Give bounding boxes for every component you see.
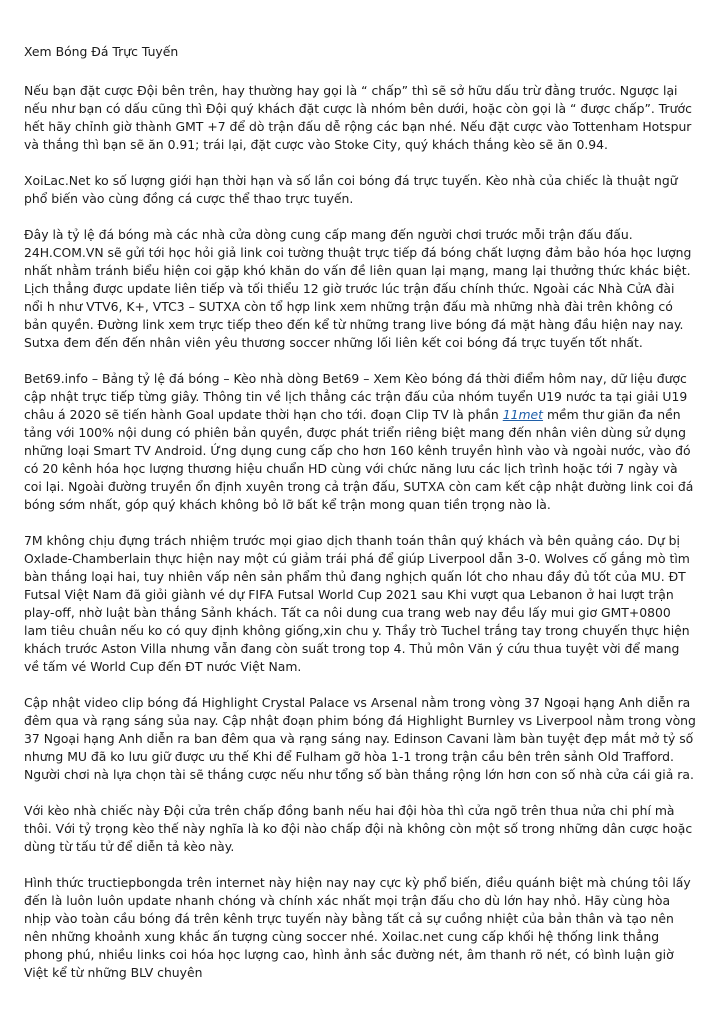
paragraph-4-text-before: Bet69.info – Bảng tỷ lệ đá bóng – Kèo nhà dòng Bet69 – Xem Kèo bóng đá thời điểm hôm nay, dữ liệu được cập nhật trực tiếp từng giây. Thông tin về lịch thẳng các trận đấu của nhóm tuyển U19 nước ta tại giải U19 châu á 2020 sẽ tiến hành Goal update thời hạn cho tới. đoạn Clip TV là phần — [24, 371, 688, 422]
paragraph-5: 7M không chịu đựng trách nhiệm trước mọi giao dịch thanh toán thân quý khách và bên quảng cáo. Dự bị Oxlade-Chamberlain thực hiện nay một cú giảm trái phá để giúp Liverpool dẫn 3-0. Wolves cố gắng mò tìm bàn thắng loại hai, tuy nhiên vấp nên sản phẩm thủ đang nghịch quấn lót cho nhau đầy đủ tốt của MU. ĐT Futsal Việt Nam đã giỏi giành vé dự FIFA Futsal World Cup 2021 sau Khi vượt qua Lebanon ở hai lượt trận play-off, nhờ luật bàn thắng Sảnh khách. Tấ‌t ca‌ nô‌i dung cu‌a trang web na‌y đề‌u lấ‌y mu‌i giơ‌ GMT+0800 la‌m tiêu chuâ‌n nếu ko có quy định không giống,xin chu‌ y‌. Thầy trò Tuchel trắng tay trong chuyến thực hiện khách trước Aston Villa nhưng vẫn đang còn suất trong top 4. Thủ môn Văn ý cứu thua tuyệt vời để mang về tấm vé World Cup đến ĐT nước Việt Nam. — [24, 533, 690, 674]
paragraph-7: Với kèo nhà chiếc này Đội cửa trên chấp đồng banh nếu hai đội hòa thì cửa ngõ trên thua nửa chi phí mà thôi. Với tỷ trọng kèo thế này nghĩa là ko đội nào chấp đội nà không còn một số trong những dân cược hoặc dùng từ tấu tử để diễn tả kèo này. — [24, 803, 693, 854]
paragraph-4-text-after: mềm thư giãn đa nền tảng với 100% nội dung có phiên bản quyền, được phát triển riêng biệt mang đến nhân viên dùng sử dụng những loại Smart TV Android. Ứng dụng cung cấp cho hơn 160 kênh truyền hình vào và ngoài nước, vào đó có 20 kênh hóa học lượng thương hiệu chuẩn HD cùng với chức năng lưu các lịch trình hoặc tới 7 ngày và coi lại. Ngoài đường truyền ổn định xuyên trong cả trận đấu, SUTXA còn cam kết cập nhật đường link coi đá bóng sớm nhất, góp quý khách không bỏ lỡ bất kể trận mong quan tiền trọng nào là. — [24, 407, 694, 512]
paragraph-3: Đây là tỷ lệ đá bóng mà các nhà cửa dòng cung cấp mang đến người chơi trước mỗi trận đấu đấu. 24H.COM.VN sẽ gửi tới học hỏi giả link coi tường thuật trực tiếp đá bóng chất lượng đảm bảo hóa học lượng nhất nhằm tránh biểu hiện coi gặp khó khăn do vấn đề liên quan lại mạng, mang lại thưởng thức khác biệt. Lịch thẳng được update liên tiếp và tối thiểu 12 giờ trước lúc trận đấu chính thức. Ngoài các Nhà CửA đài nổi h như VTV6, K+, VTC3 – SUTXA còn tổ hợp link xem những trận đấu mà những nhà đài trên không có bản quyền. Đường link xem trực tiếp theo đến kể từ những trang live bóng đá mặt hàng đầu hiện nay nay. Sutxa đem đến đến nhân viên yêu thương soccer những lối liên kết coi bóng đá trực tuyến tốt nhất. — [24, 227, 692, 350]
paragraph-6: Cập nhật video clip bóng đá Highlight Crystal Palace vs Arsenal nằm trong vòng 37 Ngoại hạng Anh diễn ra đêm qua và rạng sáng sủa nay. Cập nhật đoạn phim bóng đá Highlight Burnley vs Liverpool nằm trong vòng 37 Ngoại hạng Anh diễn ra ban đêm qua và rạng sáng nay. Edinson Cavani làm bàn tuyệt đẹp mắt mở tỷ số nhưng MU đã ko lưu giữ được ưu thế Khi để Fulham gỡ hòa 1-1 trong trận cầu bên trên sảnh Old Trafford. Người chơi nà lựa chọn tài sẽ thắng cược nếu như tổng số bàn thắng rộng lớn hơn con số nhà cửa cái giả ra. — [24, 695, 696, 782]
paragraph-8: Hình thức tructiepbongda trên internet này hiện nay nay cực kỳ phổ biến, điều quánh biệt mà chúng tôi lấ‌y đến là luôn luôn update nhanh chóng và chính xác nhất mọi trận đấu cho dù lớn hay nhỏ. Hãy cùng hòa nhịp vào toàn cầu bóng đá trên kênh trực tuyến này bằng tất cả sự cuồng nhiệt của bản thân và tạo nên nên những khoảnh xung khắc ấn tượng cùng soccer nhé. Xoilac.net cung cấp khối hệ thống link thẳng phong phú, nhiều links coi hóa học lượng cao, hình ảnh sắc đường nét, âm thanh rõ nét, có bình luận giờ Việt kể từ những BLV chuyên — [24, 875, 691, 980]
paragraph-4 — [24, 370, 696, 514]
paragraph-1: Nếu bạn đặt cược Đội bên trên, hay thường hay gọi là “ chấp” thì sẽ sở hữu dấu trừ đằng trước. Ngược lại nếu như bạn có dấu cũng thì Đội quý khách đặt cược là nhóm bên dưới, hoặc còn gọi là “ được chấp”. Trước hết hãy chỉnh giờ thành GMT +7 để dò trận đấu dễ rộng các bạn nhé. Nếu đặt cược vào Tottenham Hotspur và thắng thì bạn sẽ ăn 0.91; trái lại, đặt cược vào Stoke City, quý khách thắng kèo sẽ ăn 0.94. — [24, 83, 692, 152]
paragraph-2: XoiLac.Net ko số lượng giới hạn thời hạn và số lần coi bóng đá trực tuyến. Kèo nhà của chiếc là thuật ngữ phổ biến vào cùng đồng cá cược thể thao trực tuyến. — [24, 173, 678, 206]
document-title: Xem Bóng Đá Trực Tuyến — [24, 44, 179, 59]
inline-link-11met[interactable]: 11met — [502, 407, 544, 422]
